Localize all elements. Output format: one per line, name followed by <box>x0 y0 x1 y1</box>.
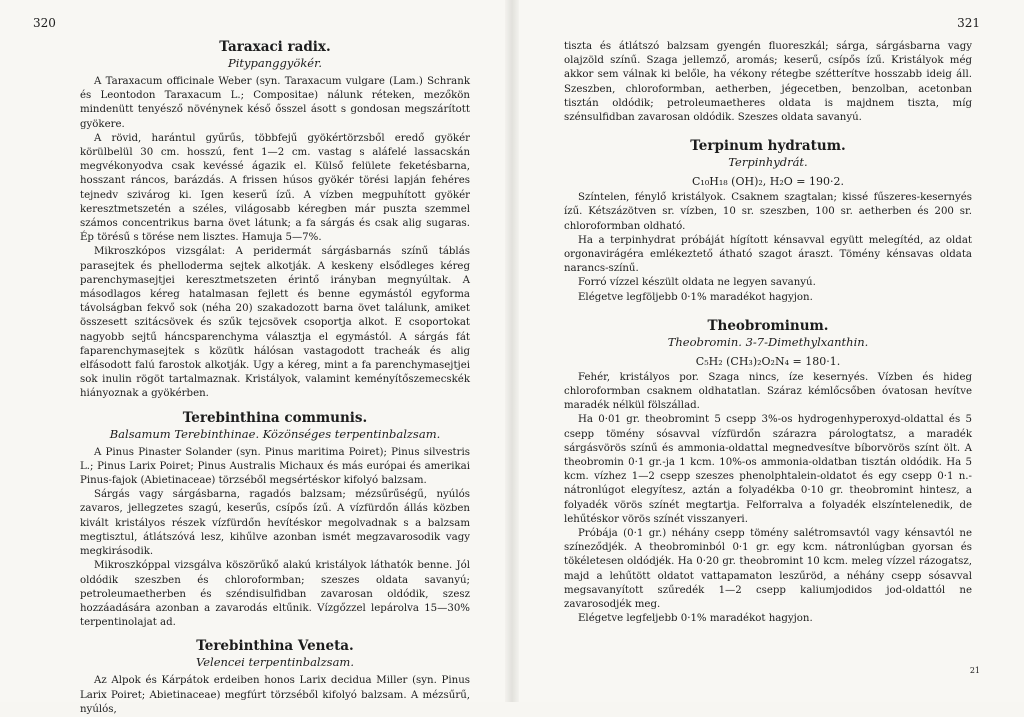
paragraph: Elégetve legföljebb 0·1% maradékot hagyjon. <box>578 291 813 303</box>
paragraph: Fehér, kristályos por. Szaga nincs, íze kesernyés. Vízben és hideg chloroformban csaknem oldhatatlan. Száraz kémlőcsőben óvatosan hevítve maradék nélkül fölszállad. <box>564 371 972 412</box>
chemical-formula: C₁₀H₁₈ (OH)₂, H₂O = 190·2. <box>692 175 844 189</box>
paragraph: Elégetve legfeljebb 0·1% maradékot hagyjon. <box>578 613 813 625</box>
signature-mark: 21 <box>969 666 980 675</box>
paragraph: Próbája (0·1 gr.) néhány csepp tömény salétromsavtól vagy kénsavtól ne színeződjék. A theobrominból 0·1 gr. egy kcm. nátronlúgban gyorsan és tökéletesen oldódjék. Ha 0·20 gr. theobromint 10 kcm. meleg vízzel rázogatsz, majd a lehűtött oldatot vattapamaton leszűröd, a néhány csepp sósavval megsavanyított szűredék 1—2 csepp kaliumjodidos jod-oldattól ne zavarosodjék meg. <box>564 528 972 611</box>
spacer <box>564 305 972 317</box>
page-number: 321 <box>957 16 980 30</box>
section-heading: Theobrominum. <box>707 317 829 334</box>
section-heading: Terpinum hydratum. <box>690 138 846 155</box>
section-heading: Terebinthina Veneta. <box>196 638 354 655</box>
section-subtitle: Velencei terpentinbalzsam. <box>195 655 354 670</box>
section-subtitle: Pitypanggyökér. <box>228 56 322 70</box>
spacer <box>80 402 470 409</box>
right-text-column <box>564 40 972 627</box>
paragraph: Ha 0·01 gr. theobromint 5 csepp 3%-os hydrogenhyperoxyd-oldattal és 5 csepp tömény sósavval vízfürdőn szárazra párologtatsz, a maradék sárgásvörös színű és ammonia-oldattal megnedvesítve bíborvörös színt ölt. A theobromin 0·1 gr.-ja 1 kcm. 10%-os ammonia-oldatban tisztán oldódik. Ha 5 kcm. vízhez 1—2 csepp szeszes phenolphtalein-oldatot és egy csepp 0·1 n.-nátronlúgot elegyítesz, aztán a folyadékba 0·10 gr. theobromint hintesz, a folyadék vörös színét megtartja. Felforralva a folyadék elszíntelenedik, de lehűtéskor vörös színét visszanyeri. <box>564 414 972 525</box>
paragraph: Mikroszkóppal vizsgálva köszörűkő alakú kristályok láthatók benne. Jól oldódik szeszben és chloroformban; szeszes oldata savanyú; petroleumaetherben és széndisulfidban zavarosan oldódik, szesz hozzáadására azonban a zavarodás eltűnik. Vízgőzzel lepárolva 15—30% terpentinolajat ad. <box>80 560 470 629</box>
paragraph: Az Alpok és Kárpátok erdeiben honos Larix decidua Miller (syn. Pinus Larix Poiret; Abietinaceae) megfúrt törzséből kifolyó balzsam. A mézsűrű, nyúlós, <box>80 675 470 715</box>
left-text-column <box>80 38 470 717</box>
section-subtitle: Balsamum Terebinthinae. Közönséges terpentinbalzsam. <box>109 426 441 441</box>
paragraph: Mikroszkópos vizsgálat: A peridermát sárgásbarnás színű táblás parasejtek és phelloderma sejtek alkotják. A keskeny elsődleges kéreg parenchymasejtjei keresztmetszeten érintő irányban megnyúltak. A másodlagos kéreg hatalmasan fejlett és benne egymástól egyforma távolságban fekvő sok (néha 20) szakadozott barna övet találunk, amiket összesett szitácsövek és szűk tejcsövek csoportja alkot. E csoportokat nagyobb sejtű háncsparenchyma választja el egymástól. A sárgás fát faparenchymasejtek s közütk hálósan vastagodott tracheák és alig elfásodott falú farostok alkotják. Ugy a kéreg, mint a fa parenchymasejtjei sok inulin rögöt tartalmaznak. Kristályok, valamint keményítőszemecskék hiányoznak a gyökérben. <box>80 246 470 400</box>
paragraph: A rövid, harántul gyűrűs, többfejű gyökértörzsből eredő gyökér körülbelül 30 cm. hosszú, fent 1—2 cm. vastag s aláfelé lassacskán megvékonyodva csak kevéssé ágazik el. Külső felülete feketésbarna, hosszant ráncos, barázdás. A frissen húsos gyökér törési lapján fehéres tejnedv szivárog ki. Igen keserű ízű. A vízben megpuhított gyökér keresztmetszetén a széles, világosabb kéregben már puszta szemmel számos concentrikus barna övet látunk; a fa sárgás és csak alig sugaras. Ép törésű s törése nem lisztes. Hamuja 5—7%. <box>80 132 470 244</box>
page-number: 320 <box>33 16 56 30</box>
paragraph: Sárgás vagy sárgásbarna, ragadós balzsam; mézsűrűségű, nyúlós zavaros, jellegzetes szagú, keserűs, csípős ízű. A vízfürdőn állás közben kivált kristályos részek vízfürdőn hevítéskor megolvadnak s a balzsam megtisztul, átlátszóvá lesz, kihűlve azonban ismét megzavarosodik vagy megkirásodik. <box>80 489 470 558</box>
section-heading: Taraxaci radix. <box>219 39 331 55</box>
paragraph: Forró vízzel készült oldata ne legyen savanyú. <box>578 277 816 289</box>
left-page <box>0 0 508 715</box>
chemical-formula: C₅H₂ (CH₃)₂O₂N₄ = 180·1. <box>695 354 841 368</box>
paragraph: Ha a terpinhydrat próbáját hígított kénsavval együtt melegítéd, az oldat orgonavirágéra emlékeztető átható szagot áraszt. Tömény kénsavas oldata narancs-színű. <box>564 234 972 275</box>
paragraph: tiszta és átlátszó balzsam gyengén fluoreszkál; sárga, sárgásbarna vagy olajzöld színű. Szaga jellemző, aromás; keserű, csípős ízű. Kristályok még akkor sem válnak ki belőle, ha vékony rétegbe szétterítve hosszabb ideig áll. Szeszben, chloroformban, aetherben, jégecetben, benzolban, acetonban tisztán oldódik; petroleumaetheres oldata is majdnem tiszta, míg szénsulfidban zavarosan oldódik. Szeszes oldata savanyú. <box>564 41 972 124</box>
spacer <box>80 630 470 637</box>
spacer <box>564 125 972 137</box>
paragraph: A Pinus Pinaster Solander (syn. Pinus maritima Poiret); Pinus silvestris L.; Pinus Larix Poiret; Pinus Australis Michaux és más európai és amerikai Pinus-fajok (Abietinaceae) törzséből megsértéskor kifolyó balzsam. <box>80 446 470 487</box>
right-page <box>516 0 1024 702</box>
paragraph: A Taraxacum officinale Weber (syn. Taraxacum vulgare (Lam.) Schrank és Leontodon Taraxacum L.; Compositae) nálunk réteken, mezőkön mindenütt tenyésző növénynek késő ősszel ásott s gondosan megszárított gyökere. <box>80 76 470 130</box>
section-subtitle: Terpinhydrát. <box>728 155 808 170</box>
section-subtitle: Theobromin. 3-7-Dimethylxanthin. <box>667 334 869 349</box>
paragraph: Színtelen, fénylő kristályok. Csaknem szagtalan; kissé fűszeres-kesernyés ízű. Kétszázötven sr. vízben, 10 sr. szeszben, 100 sr. aetherben és 200 sr. chloroformban oldható. <box>564 192 972 232</box>
section-heading: Terebinthina communis. <box>182 409 368 426</box>
